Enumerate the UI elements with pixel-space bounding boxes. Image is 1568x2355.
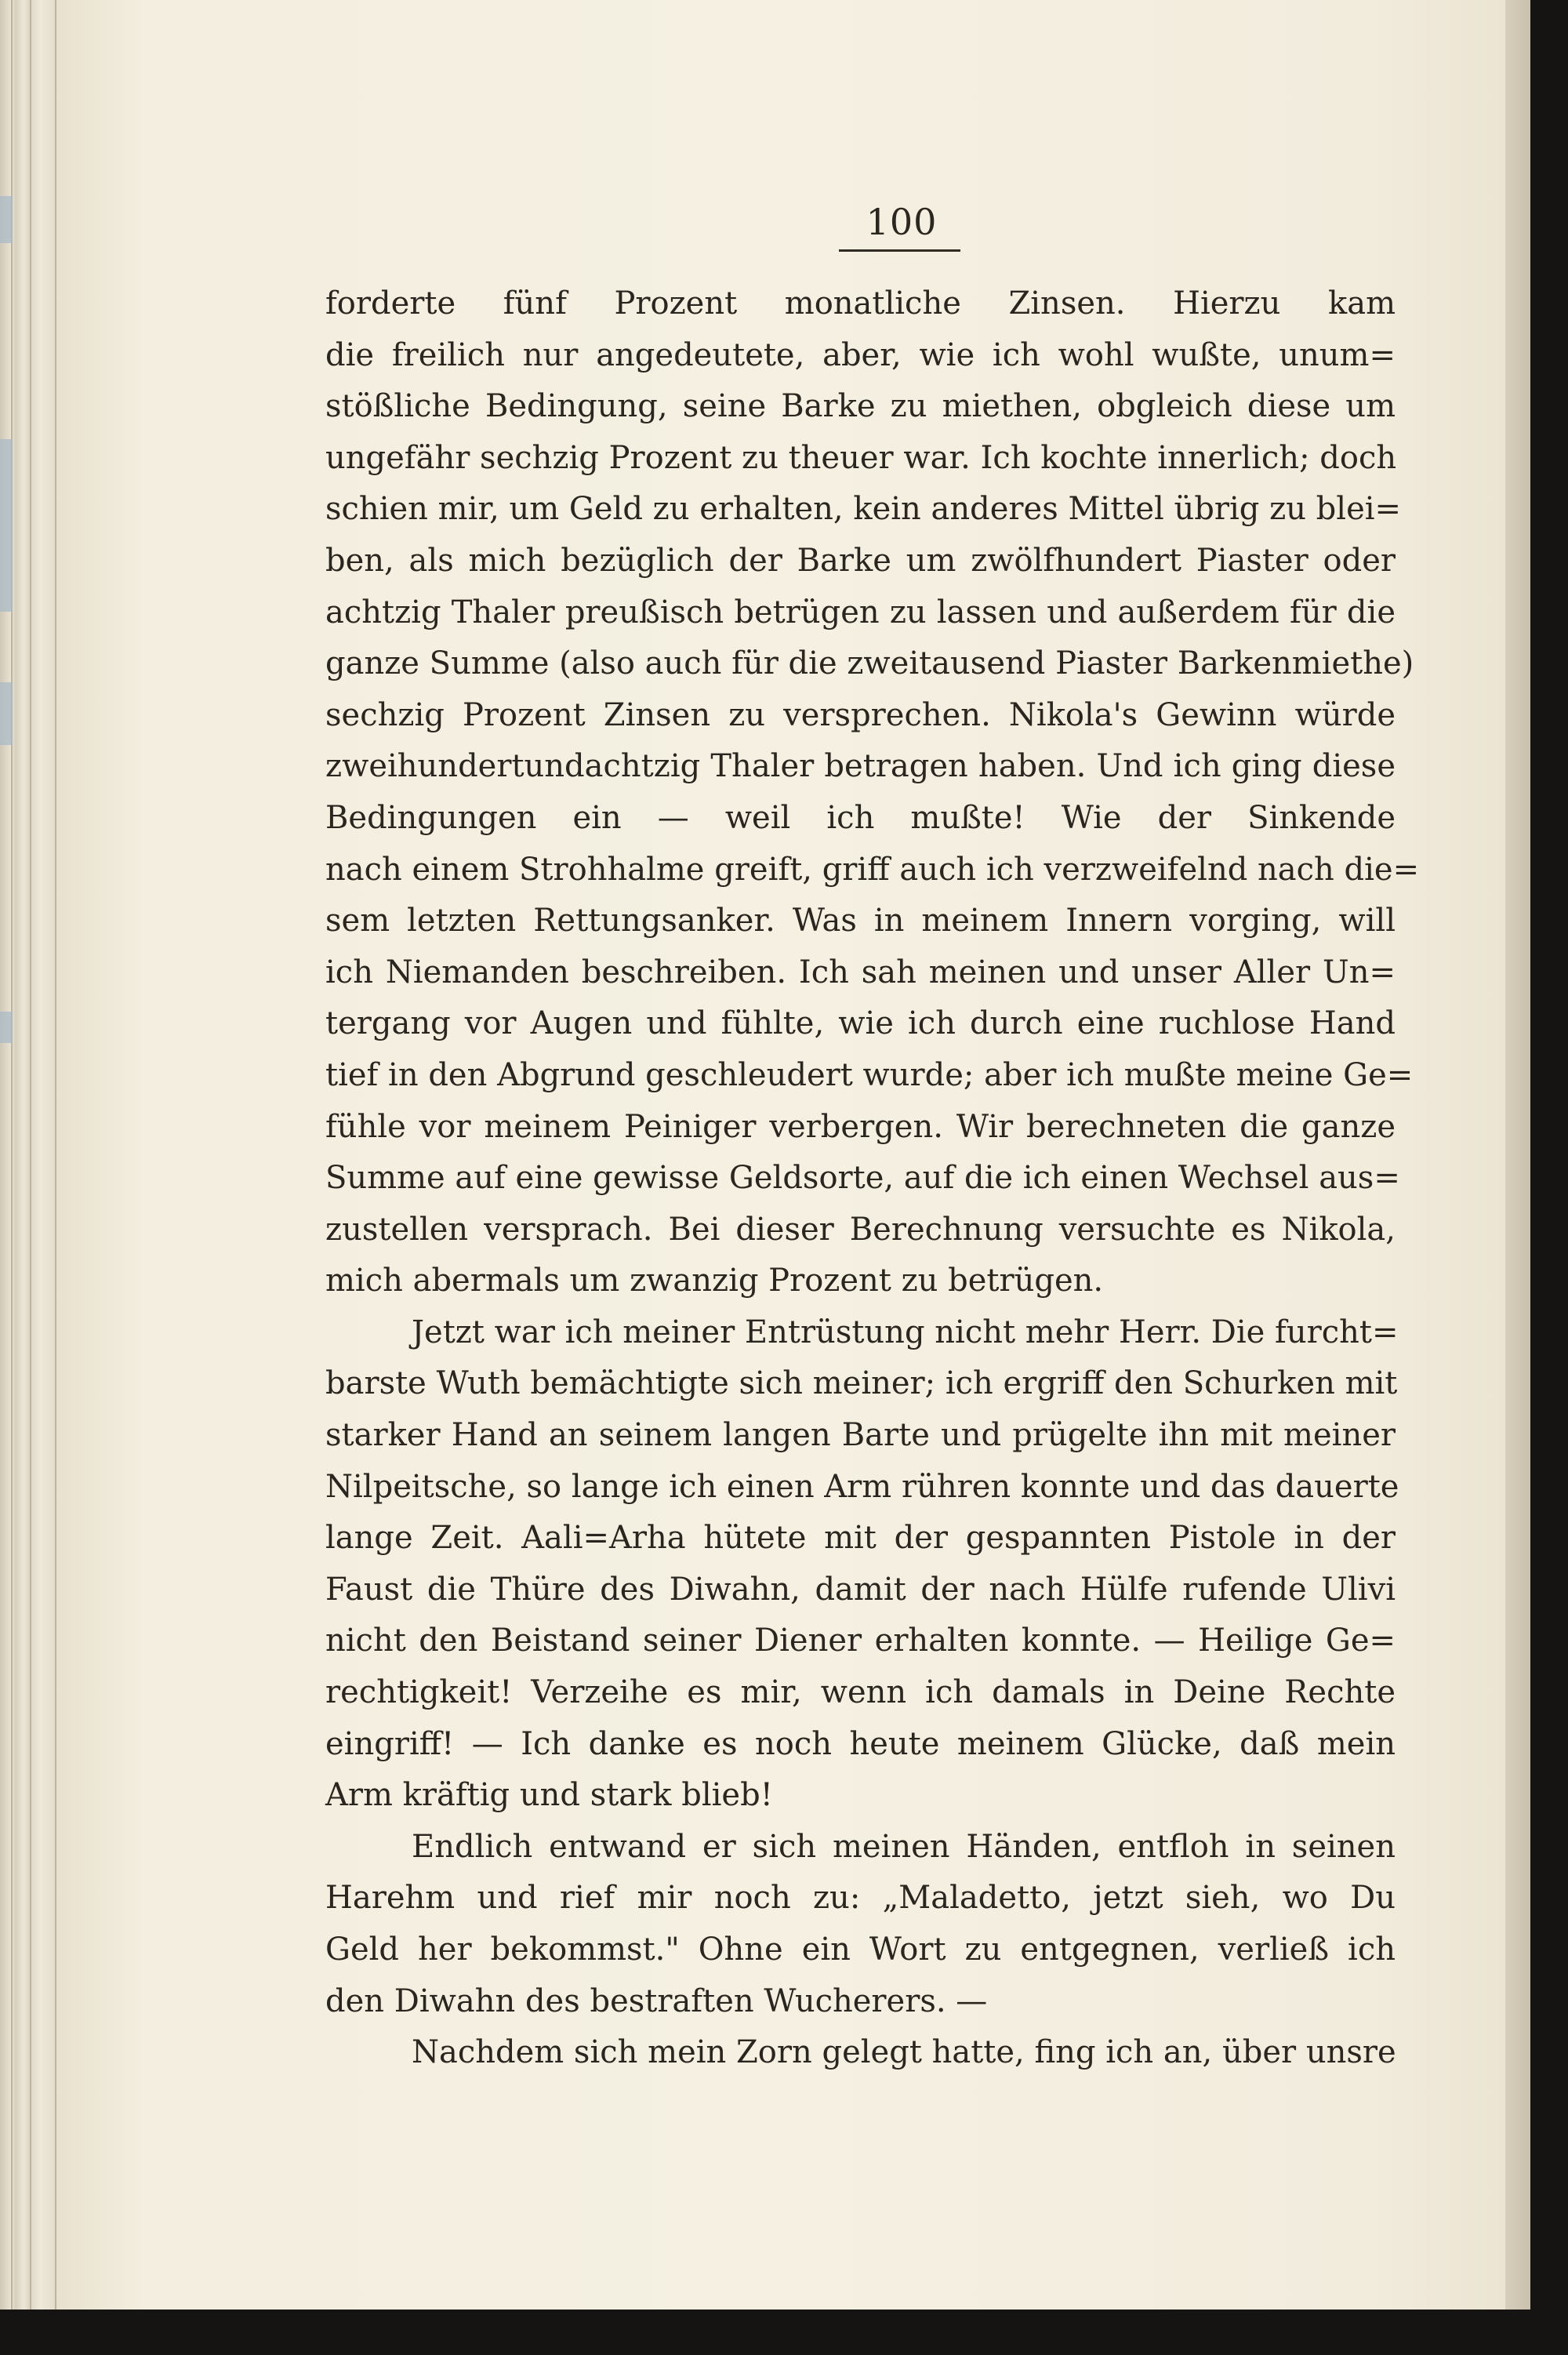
text-line: die freilich nur angedeutete, aber, wie ich wohl wußte, unum= <box>325 336 1396 373</box>
text-line: zweihundertundachtzig Thaler betragen haben. Und ich ging diese <box>325 748 1396 785</box>
text-line: zustellen versprach. Bei dieser Berechnung versuchte es Nikola, <box>325 1211 1396 1248</box>
page-edge-line <box>30 0 31 2355</box>
page-edge-mark <box>0 439 13 612</box>
text-line: Harehm und rief mir noch zu: „Maladetto, jetzt sieh, wo Du <box>325 1880 1396 1917</box>
paragraph-end-line: den Diwahn des bestraften Wucherers. — <box>325 1982 988 2019</box>
text-line: sem letzten Rettungsanker. Was in meinem Innern vorging, will <box>325 903 1396 939</box>
page-right-edge <box>1505 0 1530 2321</box>
paragraph-end-line: mich abermals um zwanzig Prozent zu betrügen. <box>325 1263 1104 1299</box>
text-line: eingriff! — Ich danke es noch heute meinem Glücke, daß mein <box>325 1725 1396 1762</box>
text-line: tief in den Abgrund geschleudert wurde; aber ich mußte meine Ge= <box>325 1056 1414 1093</box>
text-line: achtzig Thaler preußisch betrügen zu lassen und außerdem für die <box>325 594 1396 631</box>
page-edge-mark <box>0 1012 13 1043</box>
page-number: 100 <box>866 201 938 243</box>
text-line: Faust die Thüre des Diwahn, damit der nach Hülfe rufende Ulivi <box>325 1571 1396 1608</box>
text-line: lange Zeit. Aali=Arha hütete mit der gespannten Pistole in der <box>325 1520 1396 1557</box>
text-line: Geld her bekommst." Ohne ein Wort zu entgegnen, verließ ich <box>325 1932 1396 1968</box>
text-line: fühle vor meinem Peiniger verbergen. Wir berechneten die ganze <box>325 1108 1396 1145</box>
paragraph-start-line: Nachdem sich mein Zorn gelegt hatte, fing ich an, über unsre <box>412 2034 1396 2071</box>
text-line: ben, als mich bezüglich der Barke um zwölfhundert Piaster oder <box>325 542 1396 579</box>
text-line: Bedingungen ein — weil ich mußte! Wie der Sinkende <box>325 799 1396 836</box>
text-line: Nilpeitsche, so lange ich einen Arm rühren konnte und das dauerte <box>325 1468 1399 1505</box>
text-line: forderte fünf Prozent monatliche Zinsen. Hierzu kam <box>325 285 1396 322</box>
body-text <box>325 278 1420 2079</box>
text-line: Summe auf eine gewisse Geldsorte, auf die ich einen Wechsel aus= <box>325 1160 1400 1197</box>
paragraph-start-line: Endlich entwand er sich meinen Händen, entfloh in seinen <box>412 1828 1396 1865</box>
page-edge-mark <box>0 196 13 243</box>
page-number-rule <box>839 249 960 252</box>
text-line: sechzig Prozent Zinsen zu versprechen. Nikola's Gewinn würde <box>325 696 1396 733</box>
paragraph-end-line: Arm kräftig und stark blieb! <box>325 1777 773 1814</box>
paragraph-start-line: Jetzt war ich meiner Entrüstung nicht mehr Herr. Die furcht= <box>412 1314 1399 1350</box>
text-line: nach einem Strohhalme greift, griff auch ich verzweifelnd nach die= <box>325 851 1420 888</box>
text-line: nicht den Beistand seiner Diener erhalten konnte. — Heilige Ge= <box>325 1623 1396 1659</box>
scan-background <box>0 2310 1568 2355</box>
text-line: ich Niemanden beschreiben. Ich sah meinen und unser Aller Un= <box>325 954 1396 990</box>
text-line: ungefähr sechzig Prozent zu theuer war. Ich kochte innerlich; doch <box>325 439 1397 476</box>
text-line: ganze Summe (also auch für die zweitausend Piaster Barkenmiethe) <box>325 645 1414 682</box>
text-line: starker Hand an seinem langen Barte und prügelte ihn mit meiner <box>325 1417 1396 1454</box>
page-edge-mark <box>0 682 13 745</box>
text-line: rechtigkeit! Verzeihe es mir, wenn ich damals in Deine Rechte <box>325 1674 1396 1711</box>
text-line: tergang vor Augen und fühlte, wie ich durch eine ruchlose Hand <box>325 1005 1396 1042</box>
text-line: stößliche Bedingung, seine Barke zu miethen, obgleich diese um <box>325 388 1396 425</box>
text-line: barste Wuth bemächtigte sich meiner; ich ergriff den Schurken mit <box>325 1365 1398 1402</box>
text-line: schien mir, um Geld zu erhalten, kein anderes Mittel übrig zu blei= <box>325 491 1402 528</box>
page-edge-line <box>11 0 13 2355</box>
